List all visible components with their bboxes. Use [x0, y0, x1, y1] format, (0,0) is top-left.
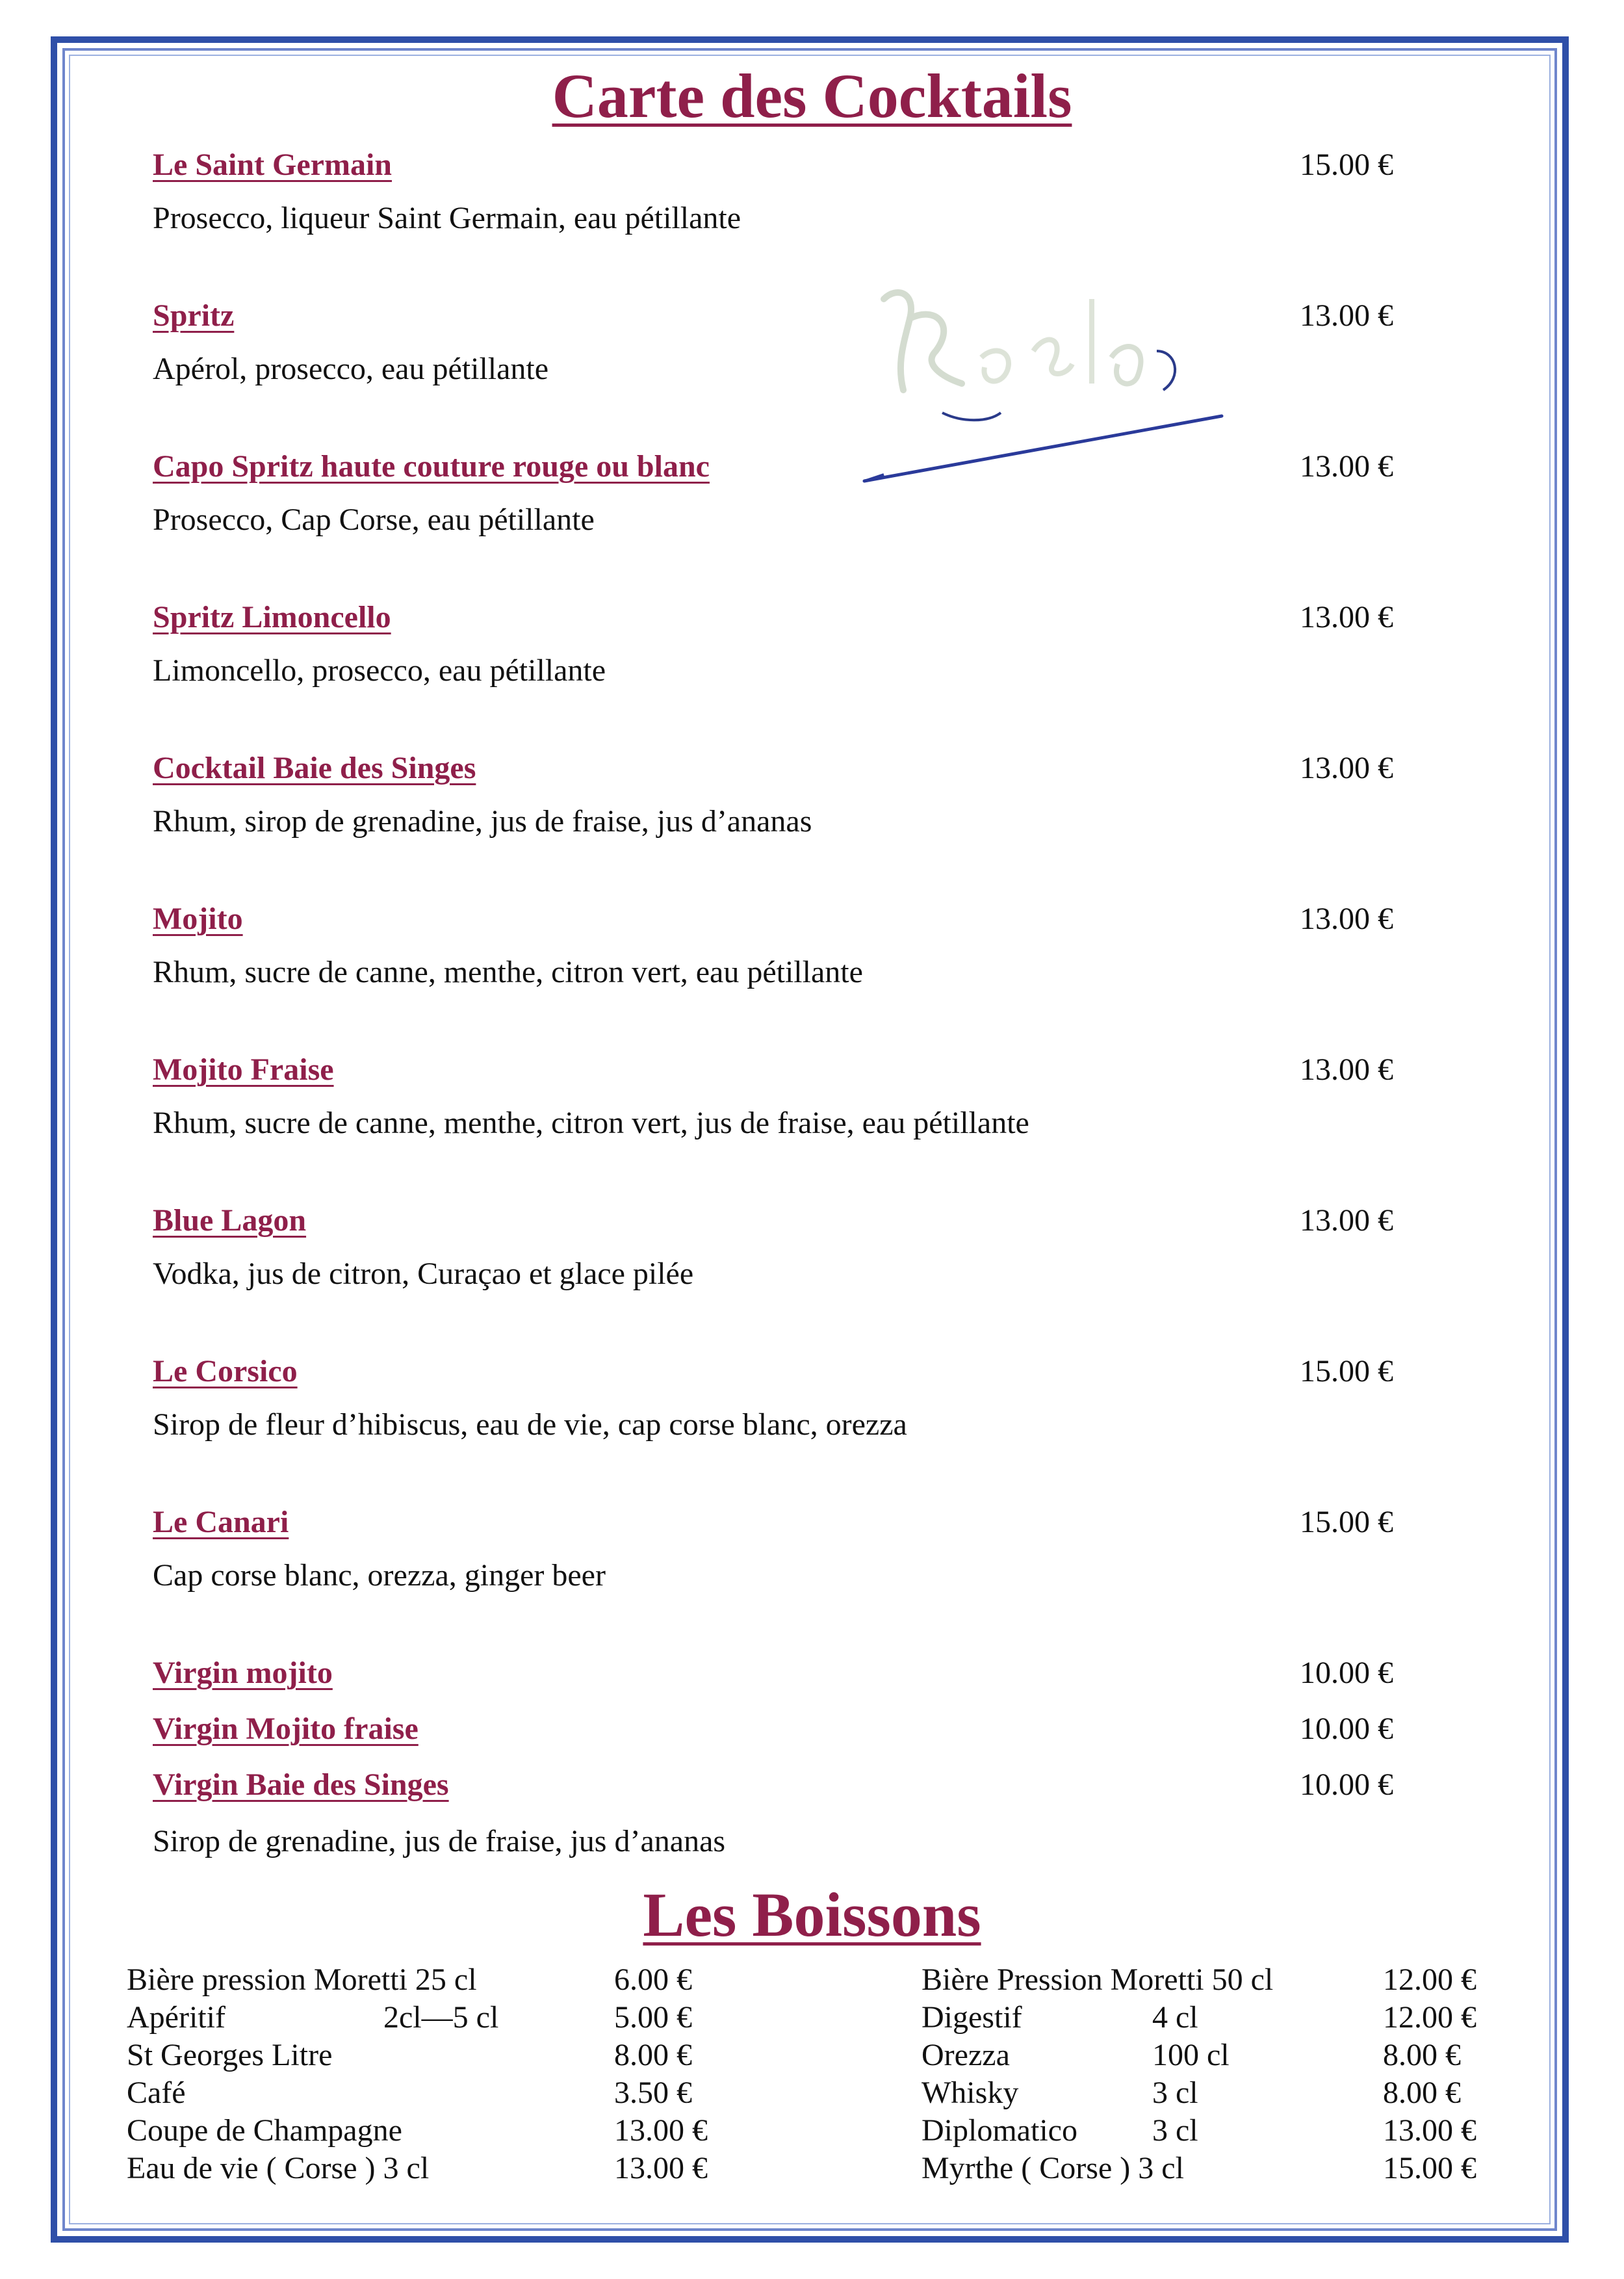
cocktail-name: Spritz [153, 298, 235, 333]
cocktail-description: Apérol, prosecco, eau pétillante [153, 352, 549, 386]
drink-price: 3.50 € [614, 2076, 692, 2110]
cocktail-description: Limoncello, prosecco, eau pétillante [153, 653, 606, 688]
cocktail-name: Cocktail Baie des Singes [153, 751, 476, 785]
cocktail-description: Rhum, sucre de canne, menthe, citron vert, eau pétillante [153, 955, 863, 989]
cocktail-price: 15.00 € [1300, 1505, 1393, 1539]
drink-name: Coupe de Champagne [127, 2113, 402, 2148]
cocktail-description: Prosecco, Cap Corse, eau pétillante [153, 502, 595, 537]
cocktail-name: Le Canari [153, 1505, 289, 1539]
cocktail-description: Sirop de fleur d’hibiscus, eau de vie, cap corse blanc, orezza [153, 1407, 907, 1442]
cocktail-description: Cap corse blanc, orezza, ginger beer [153, 1558, 606, 1593]
cocktail-price: 13.00 € [1300, 751, 1393, 785]
drink-name: Apéritif [127, 2000, 226, 2035]
virgin-price: 10.00 € [1300, 1767, 1393, 1802]
drink-name: Whisky [922, 2076, 1019, 2110]
drink-quantity: 3 cl [1152, 2113, 1198, 2148]
drink-quantity: 4 cl [1152, 2000, 1198, 2035]
cocktail-price: 13.00 € [1300, 449, 1393, 484]
cocktail-price: 13.00 € [1300, 600, 1393, 634]
cocktail-name: Le Corsico [153, 1354, 298, 1388]
cocktail-name: Spritz Limoncello [153, 600, 391, 634]
drink-price: 6.00 € [614, 1962, 692, 1997]
cocktail-description: Rhum, sirop de grenadine, jus de fraise, jus d’ananas [153, 804, 812, 839]
cocktail-name: Mojito [153, 902, 243, 936]
cocktail-description: Prosecco, liqueur Saint Germain, eau pétillante [153, 201, 741, 235]
drink-price: 8.00 € [1383, 2038, 1461, 2072]
drink-price: 12.00 € [1383, 1962, 1476, 1997]
cocktail-price: 13.00 € [1300, 1052, 1393, 1087]
cocktail-name: Capo Spritz haute couture rouge ou blanc [153, 449, 710, 484]
cocktail-name: Le Saint Germain [153, 148, 392, 182]
drink-price: 8.00 € [1383, 2076, 1461, 2110]
drink-price: 13.00 € [1383, 2113, 1476, 2148]
handwritten-scribble [858, 280, 1248, 494]
drink-price: 12.00 € [1383, 2000, 1476, 2035]
drink-price: 5.00 € [614, 2000, 692, 2035]
cocktail-price: 15.00 € [1300, 1354, 1393, 1388]
virgin-price: 10.00 € [1300, 1712, 1393, 1746]
cocktail-name: Mojito Fraise [153, 1052, 334, 1087]
drink-name: Eau de vie ( Corse ) 3 cl [127, 2151, 430, 2185]
drink-name: Café [127, 2076, 186, 2110]
cocktail-price: 15.00 € [1300, 148, 1393, 182]
drink-price: 15.00 € [1383, 2151, 1476, 2185]
drink-name: Diplomatico [922, 2113, 1077, 2148]
drink-name: Bière Pression Moretti 50 cl [922, 1962, 1274, 1997]
cocktail-price: 13.00 € [1300, 298, 1393, 333]
drink-price: 13.00 € [614, 2113, 708, 2148]
virgin-name: Virgin Baie des Singes [153, 1767, 449, 1802]
drink-price: 13.00 € [614, 2151, 708, 2185]
drink-name: St Georges Litre [127, 2038, 333, 2072]
cocktail-price: 13.00 € [1300, 902, 1393, 936]
drink-name: Digestif [922, 2000, 1022, 2035]
drink-name: Myrthe ( Corse ) 3 cl [922, 2151, 1184, 2185]
virgin-description: Sirop de grenadine, jus de fraise, jus d’ananas [153, 1824, 726, 1858]
cocktail-name: Blue Lagon [153, 1203, 307, 1238]
drink-name: Bière pression Moretti 25 cl [127, 1962, 477, 1997]
virgin-price: 10.00 € [1300, 1656, 1393, 1690]
drink-name: Orezza [922, 2038, 1010, 2072]
boissons-title: Les Boissons [643, 1880, 981, 1949]
cocktail-description: Rhum, sucre de canne, menthe, citron vert, jus de fraise, eau pétillante [153, 1106, 1029, 1140]
drink-quantity: 3 cl [1152, 2076, 1198, 2110]
drink-price: 8.00 € [614, 2038, 692, 2072]
cocktail-price: 13.00 € [1300, 1203, 1393, 1238]
drink-quantity: 2cl—5 cl [383, 2000, 499, 2035]
cocktails-title: Carte des Cocktails [552, 61, 1072, 131]
virgin-name: Virgin Mojito fraise [153, 1712, 419, 1746]
virgin-name: Virgin mojito [153, 1656, 333, 1690]
drink-quantity: 100 cl [1152, 2038, 1230, 2072]
cocktail-description: Vodka, jus de citron, Curaçao et glace pilée [153, 1257, 694, 1291]
